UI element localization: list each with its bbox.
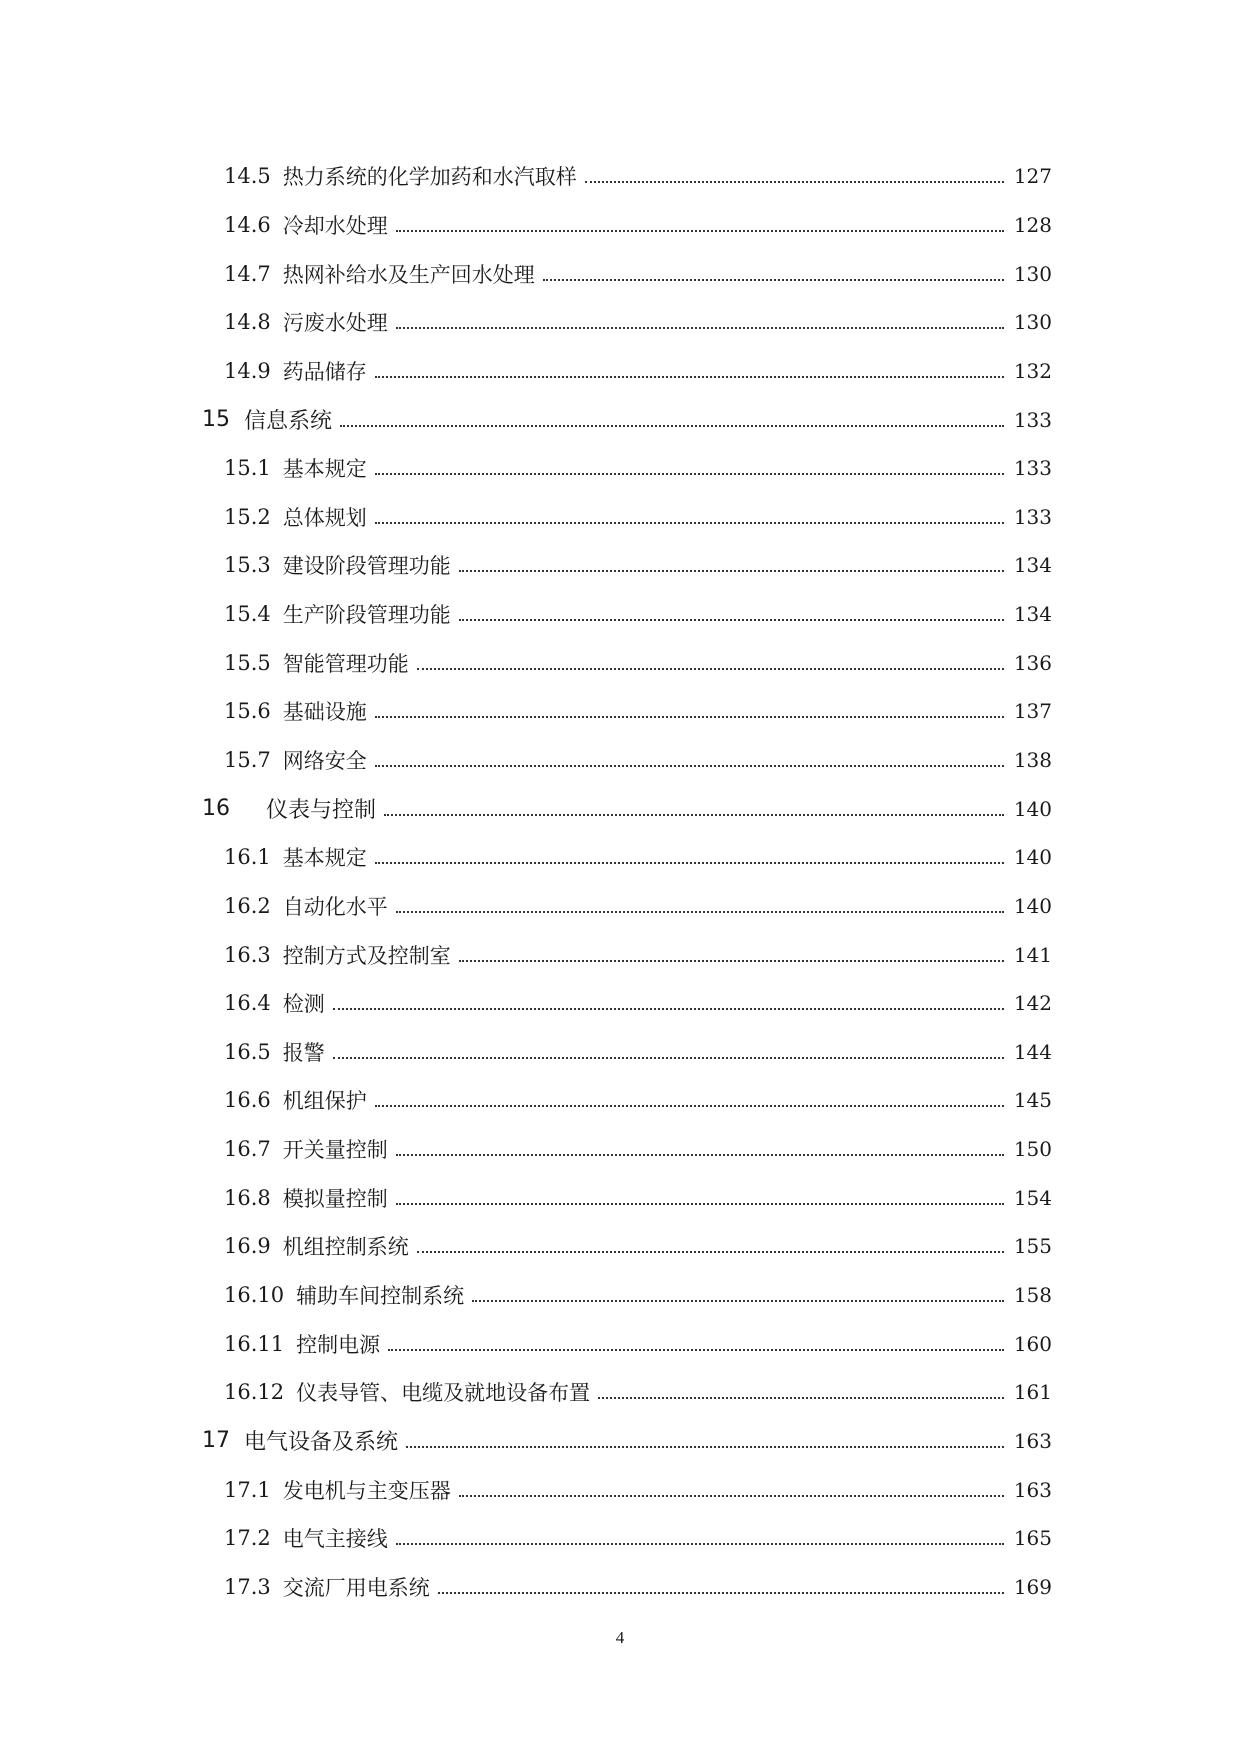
toc-entry-number: 14.7 bbox=[224, 261, 271, 286]
toc-entry-title: 自动化水平 bbox=[282, 894, 388, 919]
toc-entry-number: 16.8 bbox=[224, 1185, 271, 1210]
toc-entry-title: 仪表与控制 bbox=[266, 798, 377, 824]
toc-entry-page: 127 bbox=[1013, 164, 1052, 189]
toc-dot-leader bbox=[585, 181, 1004, 183]
toc-dot-leader bbox=[375, 473, 1004, 475]
toc-entry-page: 142 bbox=[1013, 991, 1052, 1016]
toc-entry-number: 16.2 bbox=[224, 893, 271, 918]
toc-section-entry[interactable] bbox=[0, 687, 1240, 736]
toc-dot-leader bbox=[396, 1154, 1004, 1156]
toc-dot-leader bbox=[375, 376, 1004, 378]
toc-entry-number: 15 bbox=[202, 407, 230, 433]
toc-entry-title: 药品储存 bbox=[282, 359, 367, 384]
toc-entry-title: 报警 bbox=[282, 1040, 325, 1065]
toc-entry-title: 冷却水处理 bbox=[282, 213, 388, 238]
toc-dot-leader bbox=[438, 1592, 1004, 1594]
toc-dot-leader bbox=[459, 960, 1004, 962]
toc-entry-number: 14.5 bbox=[224, 164, 271, 189]
toc-entry-number: 15.6 bbox=[224, 699, 271, 724]
toc-entry-page: 163 bbox=[1013, 1428, 1052, 1453]
toc-entry-title: 开关量控制 bbox=[282, 1138, 388, 1163]
toc-dot-leader bbox=[396, 230, 1004, 232]
toc-entry-page: 161 bbox=[1013, 1380, 1052, 1405]
toc-section-entry[interactable] bbox=[0, 1465, 1240, 1514]
toc-section-entry[interactable] bbox=[0, 1271, 1240, 1320]
toc-dot-leader bbox=[459, 619, 1004, 621]
toc-section-entry[interactable] bbox=[0, 882, 1240, 931]
toc-entry-page: 132 bbox=[1013, 358, 1052, 383]
toc-entry-title: 热力系统的化学加药和水汽取样 bbox=[282, 165, 577, 190]
toc-entry-title: 基本规定 bbox=[282, 457, 367, 482]
toc-entry-page: 145 bbox=[1013, 1088, 1052, 1113]
toc-dot-leader bbox=[333, 1008, 1004, 1010]
toc-chapter-entry[interactable] bbox=[0, 395, 1240, 444]
toc-section-entry[interactable] bbox=[0, 590, 1240, 639]
toc-section-entry[interactable] bbox=[0, 736, 1240, 785]
toc-section-entry[interactable] bbox=[0, 298, 1240, 347]
toc-entry-title: 总体规划 bbox=[282, 505, 367, 530]
toc-entry-number: 16.11 bbox=[224, 1331, 285, 1356]
toc-section-entry[interactable] bbox=[0, 201, 1240, 250]
page-number: 4 bbox=[615, 1628, 625, 1647]
toc-dot-leader bbox=[384, 814, 1004, 816]
toc-entry-page: 140 bbox=[1013, 796, 1052, 821]
toc-section-entry[interactable] bbox=[0, 1222, 1240, 1271]
toc-entry-number: 16.1 bbox=[224, 845, 271, 870]
toc-entry-number: 16.6 bbox=[224, 1088, 271, 1113]
toc-section-entry[interactable] bbox=[0, 492, 1240, 541]
toc-entry-title: 发电机与主变压器 bbox=[282, 1478, 451, 1503]
toc-section-entry[interactable] bbox=[0, 1125, 1240, 1174]
toc-section-entry[interactable] bbox=[0, 930, 1240, 979]
toc-entry-page: 140 bbox=[1013, 893, 1052, 918]
toc-dot-leader bbox=[459, 570, 1004, 572]
toc-entry-number: 16 bbox=[202, 796, 230, 822]
toc-entry-number: 16.12 bbox=[224, 1380, 285, 1405]
toc-entry-page: 133 bbox=[1013, 407, 1052, 432]
toc-entry-number: 17 bbox=[202, 1428, 230, 1454]
toc-entry-number: 15.7 bbox=[224, 748, 271, 772]
toc-section-entry[interactable] bbox=[0, 1368, 1240, 1417]
toc-entry-number: 16.10 bbox=[224, 1283, 285, 1308]
toc-entry-page: 141 bbox=[1013, 942, 1052, 967]
toc-entry-title: 检测 bbox=[282, 992, 325, 1017]
toc-entry-number: 16.3 bbox=[224, 942, 271, 967]
toc-entry-title: 建设阶段管理功能 bbox=[282, 554, 451, 579]
table-of-contents bbox=[0, 152, 1240, 1611]
toc-entry-page: 150 bbox=[1013, 1137, 1052, 1162]
toc-chapter-entry[interactable] bbox=[0, 1417, 1240, 1466]
toc-section-entry[interactable] bbox=[0, 638, 1240, 687]
toc-entry-number: 16.7 bbox=[224, 1137, 271, 1162]
toc-dot-leader bbox=[375, 716, 1004, 718]
toc-dot-leader bbox=[459, 1495, 1004, 1497]
toc-entry-page: 169 bbox=[1013, 1574, 1052, 1599]
toc-section-entry[interactable] bbox=[0, 347, 1240, 396]
toc-entry-title: 控制电源 bbox=[296, 1332, 381, 1357]
toc-entry-title: 生产阶段管理功能 bbox=[282, 603, 451, 628]
toc-entry-page: 130 bbox=[1013, 261, 1052, 286]
toc-entry-number: 17.2 bbox=[224, 1526, 271, 1551]
toc-entry-page: 154 bbox=[1013, 1185, 1052, 1210]
toc-dot-leader bbox=[417, 668, 1004, 670]
toc-dot-leader bbox=[406, 1446, 1004, 1448]
toc-entry-number: 14.8 bbox=[224, 310, 271, 335]
toc-entry-title: 机组控制系统 bbox=[282, 1235, 409, 1260]
toc-entry-page: 163 bbox=[1013, 1477, 1052, 1502]
toc-dot-leader bbox=[375, 522, 1004, 524]
toc-entry-page: 144 bbox=[1013, 1039, 1052, 1064]
toc-entry-title: 智能管理功能 bbox=[282, 651, 409, 676]
toc-dot-leader bbox=[375, 765, 1004, 767]
toc-entry-title: 信息系统 bbox=[244, 409, 333, 435]
toc-entry-page: 158 bbox=[1013, 1283, 1052, 1308]
toc-entry-number: 16.4 bbox=[224, 991, 271, 1016]
toc-entry-page: 130 bbox=[1013, 310, 1052, 335]
toc-entry-page: 134 bbox=[1013, 602, 1052, 627]
toc-dot-leader bbox=[396, 327, 1004, 329]
toc-dot-leader bbox=[472, 1300, 1004, 1302]
toc-section-entry[interactable] bbox=[0, 444, 1240, 493]
toc-entry-page: 137 bbox=[1013, 699, 1052, 724]
toc-dot-leader bbox=[543, 279, 1004, 281]
toc-entry-number: 15.4 bbox=[224, 602, 271, 627]
toc-entry-title: 交流厂用电系统 bbox=[282, 1575, 430, 1600]
toc-dot-leader bbox=[417, 1251, 1004, 1253]
toc-entry-number: 15.3 bbox=[224, 553, 271, 578]
toc-entry-page: 136 bbox=[1013, 650, 1052, 675]
toc-entry-page: 138 bbox=[1013, 748, 1052, 772]
toc-dot-leader bbox=[375, 1105, 1004, 1107]
toc-entry-title: 控制方式及控制室 bbox=[282, 943, 451, 968]
toc-entry-page: 155 bbox=[1013, 1234, 1052, 1259]
toc-dot-leader bbox=[396, 1543, 1004, 1545]
toc-dot-leader bbox=[333, 1057, 1004, 1059]
toc-entry-page: 134 bbox=[1013, 553, 1052, 578]
toc-entry-title: 机组保护 bbox=[282, 1089, 367, 1114]
toc-entry-page: 140 bbox=[1013, 845, 1052, 870]
toc-section-entry[interactable] bbox=[0, 1028, 1240, 1077]
toc-section-entry[interactable] bbox=[0, 833, 1240, 882]
toc-entry-page: 133 bbox=[1013, 456, 1052, 481]
toc-dot-leader bbox=[388, 1349, 1004, 1351]
toc-entry-page: 160 bbox=[1013, 1331, 1052, 1356]
toc-entry-number: 17.3 bbox=[224, 1574, 271, 1599]
toc-entry-number: 15.2 bbox=[224, 504, 271, 529]
toc-entry-number: 16.5 bbox=[224, 1039, 271, 1064]
toc-entry-title: 基础设施 bbox=[282, 700, 367, 725]
toc-entry-page: 165 bbox=[1013, 1526, 1052, 1551]
toc-entry-number: 16.9 bbox=[224, 1234, 271, 1259]
toc-section-entry[interactable] bbox=[0, 979, 1240, 1028]
toc-entry-number: 15.1 bbox=[224, 456, 271, 481]
toc-chapter-entry[interactable] bbox=[0, 784, 1240, 833]
toc-section-entry[interactable] bbox=[0, 152, 1240, 201]
toc-section-entry[interactable] bbox=[0, 249, 1240, 298]
toc-entry-number: 14.6 bbox=[224, 212, 271, 237]
toc-dot-leader bbox=[598, 1397, 1004, 1399]
toc-section-entry[interactable] bbox=[0, 1173, 1240, 1222]
toc-section-entry[interactable] bbox=[0, 1076, 1240, 1125]
toc-section-entry[interactable] bbox=[0, 541, 1240, 590]
toc-dot-leader bbox=[396, 911, 1004, 913]
toc-entry-title: 污废水处理 bbox=[282, 311, 388, 336]
toc-entry-number: 14.9 bbox=[224, 358, 271, 383]
toc-dot-leader bbox=[375, 862, 1004, 864]
toc-entry-number: 17.1 bbox=[224, 1477, 271, 1502]
toc-entry-title: 仪表导管、电缆及就地设备布置 bbox=[296, 1381, 591, 1406]
toc-entry-title: 辅助车间控制系统 bbox=[296, 1284, 465, 1309]
toc-dot-leader bbox=[340, 425, 1004, 427]
toc-entry-title: 热网补给水及生产回水处理 bbox=[282, 262, 535, 287]
toc-dot-leader bbox=[396, 1203, 1004, 1205]
toc-entry-number: 15.5 bbox=[224, 650, 271, 675]
toc-entry-title: 电气主接线 bbox=[282, 1527, 388, 1552]
toc-entry-title: 电气设备及系统 bbox=[244, 1430, 399, 1456]
toc-section-entry[interactable] bbox=[0, 1563, 1240, 1612]
toc-section-entry[interactable] bbox=[0, 1319, 1240, 1368]
toc-section-entry[interactable] bbox=[0, 1514, 1240, 1563]
toc-entry-title: 网络安全 bbox=[282, 749, 367, 773]
toc-entry-title: 模拟量控制 bbox=[282, 1186, 388, 1211]
toc-entry-page: 133 bbox=[1013, 504, 1052, 529]
toc-entry-page: 128 bbox=[1013, 212, 1052, 237]
toc-entry-title: 基本规定 bbox=[282, 846, 367, 871]
